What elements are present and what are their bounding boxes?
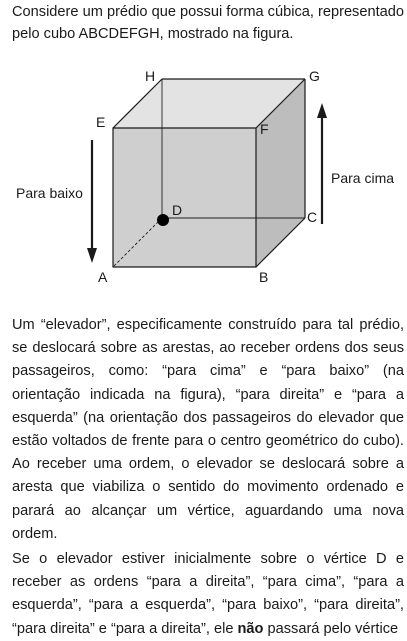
front-face [113,128,256,267]
vertex-label-b: B [259,269,269,285]
vertex-label-a: A [98,269,108,285]
cube-figure [0,58,407,294]
vertex-label-d: D [172,202,183,218]
vertex-label-c: C [307,209,318,225]
label-para-baixo: Para baixo [16,185,83,201]
vertex-label-e: E [96,114,106,130]
question-body [12,314,404,641]
question-text-post: passará pelo vértice [263,620,399,637]
question-text-bold: não [237,620,264,637]
arrow-down [87,140,97,263]
cube-diagram [0,58,407,294]
intro-text: Considere um prédio que possui forma cúbica, representado pelo cubo ABCDEFGH, mostrado na figura. [12,4,404,42]
question-text-pre: Se o elevador estiver inicialmente sobre o vértice D e receber as ordens “para a direita”, “para cima”, “para a esquerda”, “para a esquerda”, “para baixo”, “para direita”, “para direita” e “para a direita”, ele [12,551,404,637]
vertex-label-h: H [145,68,156,84]
vertex-label-f: F [260,121,269,137]
paragraph-elevador: Um “elevador”, especificamente construído para tal prédio, se deslocará sobre as arestas, ao receber ordens dos seus passageiros, como: “para cima” e “para baixo” (na orientação indicada na figura), “para direita” e “para a esquerda” (na orientação dos passageiros do elevador que estão voltados de frente para o centro geométrico do cubo). Ao receber uma ordem, o elevador se deslocará sobre a aresta que viabiliza o sentido do movimento ordenado e parará ao alcançar um vértice, aguardando uma nova ordem. [12,317,404,542]
point-d-marker [157,214,169,226]
vertex-label-g: G [309,68,320,84]
paragraph-question [12,548,404,641]
arrow-up [317,103,327,224]
label-para-cima: Para cima [331,170,395,186]
